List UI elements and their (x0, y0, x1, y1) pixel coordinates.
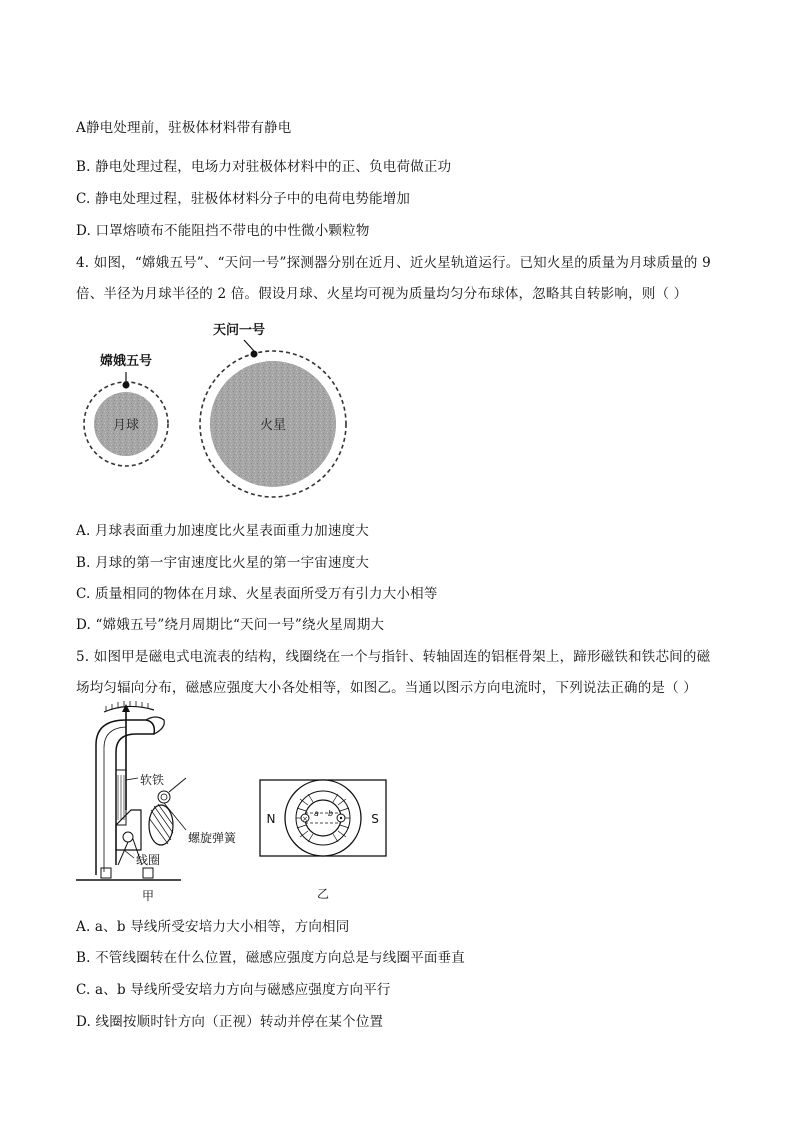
q5-option-b: B. 不管线圈转在什么位置，磁感应强度方向总是与线圈平面垂直 (76, 950, 466, 966)
q5-figure-galvanometer (76, 700, 276, 905)
q3-option-b: B. 静电处理过程，电场力对驻极体材料中的正、负电荷做正功 (76, 159, 452, 175)
q4-option-b: B. 月球的第一宇宙速度比火星的第一宇宙速度大 (76, 555, 370, 571)
probe-change5 (123, 382, 130, 389)
moon-label: 月球 (112, 418, 140, 433)
svg-text:×: × (302, 815, 308, 823)
q3-option-d: D. 口罩熔喷布不能阻挡不带电的中性微小颗粒物 (76, 223, 370, 239)
label-soft-iron: 软铁 (140, 773, 165, 787)
probe-tianwen1-label: 天问一号 (212, 323, 266, 338)
q4-stem-line2: 倍、半径为月球半径的 2 倍。假设月球、火星均可视为质量均匀分布球体，忽略其自转影响，则（ ） (76, 286, 688, 302)
q4-figure (76, 312, 376, 512)
wire-label-a: a (314, 809, 319, 818)
pole-s: S (371, 812, 379, 826)
caption-yi: 乙 (316, 887, 330, 901)
q3-option-a: A静电处理前，驻极体材料带有静电 (76, 120, 292, 136)
probe-tianwen1 (251, 351, 258, 358)
probe-change5-label: 嫦娥五号 (99, 354, 153, 369)
q4-option-a: A. 月球表面重力加速度比火星表面重力加速度大 (76, 523, 369, 539)
q3-option-c: C. 静电处理过程，驻极体材料分子中的电荷电势能增加 (76, 191, 411, 207)
pole-n: N (266, 812, 276, 826)
q5-figure-radial-field (258, 775, 388, 907)
label-spiral-spring: 螺旋弹簧 (188, 831, 237, 845)
q4-option-d: D. “嫦娥五号”绕月周期比“天问一号”绕火星周期大 (76, 617, 385, 633)
label-coil: 线圈 (136, 853, 161, 867)
mars-label: 火星 (259, 418, 287, 433)
q5-option-d: D. 线圈按顺时针方向（正视）转动并停在某个位置 (76, 1014, 384, 1030)
q5-stem-line2: 场均匀辐向分布，磁感应强度大小各处相等，如图乙。当通以图示方向电流时，下列说法正确的是（ ） (76, 680, 697, 696)
caption-jia: 甲 (141, 889, 155, 903)
q4-option-c: C. 质量相同的物体在月球、火星表面所受万有引力大小相等 (76, 586, 438, 602)
q5-option-a: A. a、b 导线所受安培力大小相等，方向相同 (76, 919, 350, 935)
wire-label-b: b (328, 809, 334, 818)
q5-option-c: C. a、b 导线所受安培力方向与磁感应强度方向平行 (76, 982, 391, 998)
q4-stem-line1: 4. 如图，“嫦娥五号”、“天问一号”探测器分别在近月、近火星轨道运行。已知火星的质量为月球质量的 9 (76, 255, 711, 271)
q5-stem-line1: 5. 如图甲是磁电式电流表的结构，线圈绕在一个与指针、转轴固连的铝框骨架上，蹄形磁铁和铁芯间的磁 (76, 649, 711, 665)
